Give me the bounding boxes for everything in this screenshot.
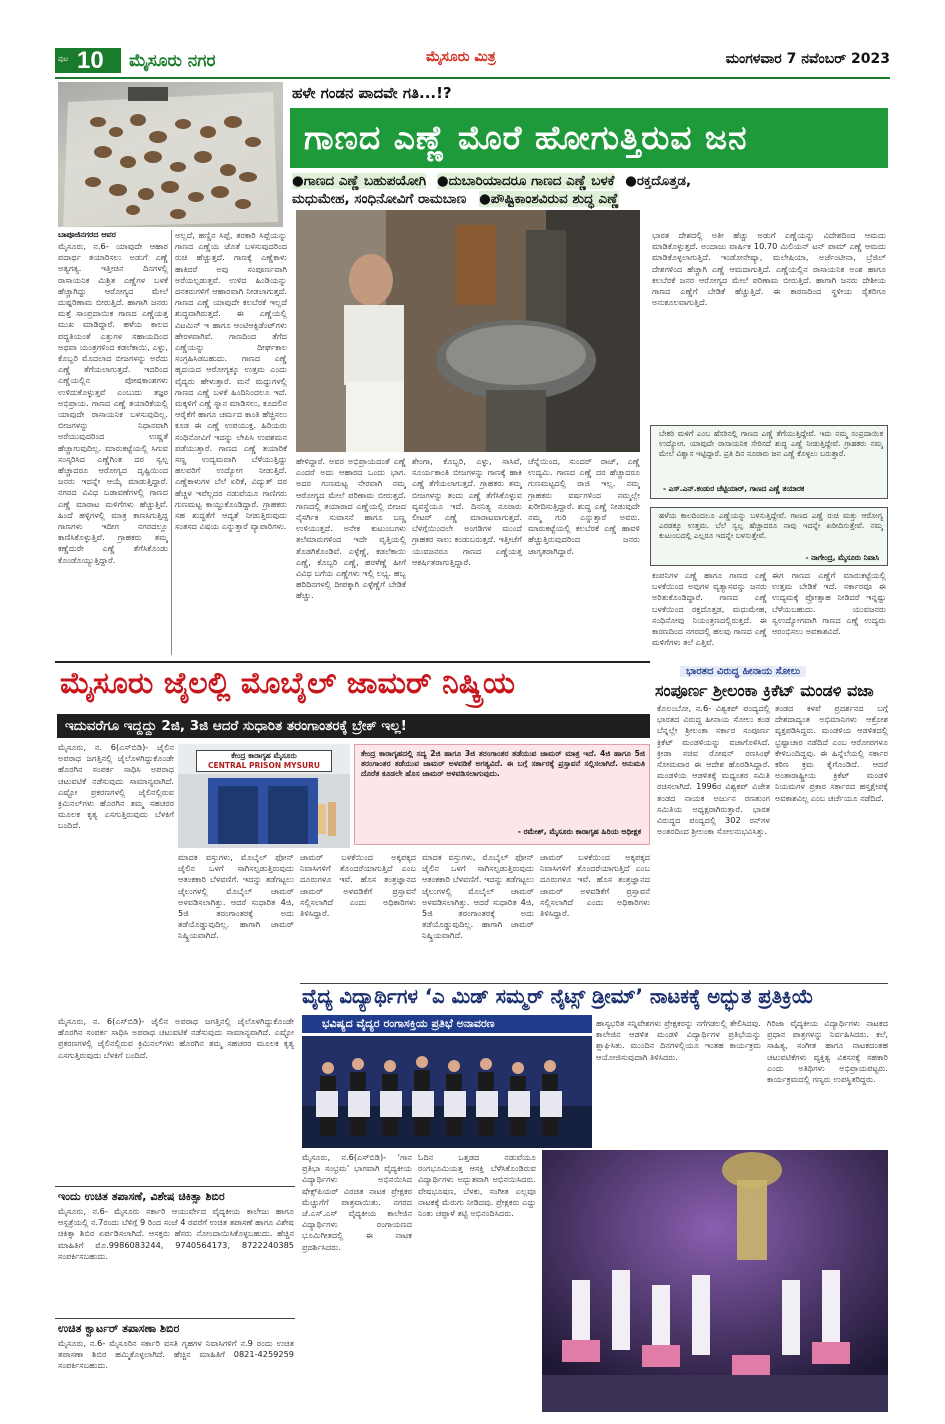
camp-rule-2 xyxy=(55,1318,295,1319)
health-camp-body: ಮೈಸೂರು, ನ.6- ಮೈಸೂರು ಸರ್ಕಾರಿ ಆಯುರ್ವೇದ ವೈದ್ಯಕೀಯ ಕಾಲೇಜು ಹಾಗೂ ಆಸ್ಪತ್ರೆಯಲ್ಲಿ ನ.7ರಂದು ಬೆಳಿಗ್ಗೆ 9 ರಿಂದ ಸಂಜೆ 4 ರವರೆಗೆ ಉಚಿತ ತಪಾಸಣೆ ಹಾಗೂ ವಿಶೇಷ ಚಿಕಿತ್ಸಾ ಶಿಬಿರ ಏರ್ಪಡಿಸಲಾಗಿದೆ. ಆಸಕ್ತರು ಹೆಸರು ನೋಂದಾಯಿಸಿಕೊಳ್ಳಬಹುದು. ಹೆಚ್ಚಿನ ಮಾಹಿತಿಗೆ ಮೊ.9986083244, 9740564173, 8722240385 ಸಂಪರ್ಕಿಸಬಹುದು. xyxy=(58,1206,294,1261)
drama-col-1: ಮೈಸೂರು, ನ.6(ಎಸ್‌ಬಿಡಿ)- ‘ಗಾನ ಪ್ರತಿಭಾ ಸಂಭ್ರಮ’ ಭಾಗವಾಗಿ ವೈದ್ಯಕೀಯ ವಿದ್ಯಾರ್ಥಿಗಳು ಅಭಿನಯಿಸಿದ ಷೇಕ್ಸ್‌ಪಿಯರ್ ವಿರಚಿತ ನಾಟಕ ಪ್ರೇಕ್ಷಕರ ಮೆಚ್ಚುಗೆಗೆ ಪಾತ್ರವಾಯಿತು. ನಗರದ ಜೆ.ಎಸ್.ಎಸ್ ವೈದ್ಯಕೀಯ ಕಾಲೇಜಿನ ವಿದ್ಯಾರ್ಥಿಗಳು ರಂಗಾಯಣದ ಭೂಮಿಗೀತದಲ್ಲಿ ಈ ನಾಟಕ ಪ್ರದರ್ಶಿಸಿದರು. xyxy=(302,1152,412,1252)
jail-col-1: ಮೈಸೂರು, ನ. 6(ಎಸ್‌ಬಿಡಿ)- ಜೈಲಿನ ಅಪರಾಧ ಜಗತ್ತಿನಲ್ಲಿ ಜೈಲೊಳಗಿದ್ದುಕೊಂಡೇ ಹೊರಗಿನ ಸಂಪರ್ಕ ಸಾಧಿಸಿ ಅಪರಾಧ ಚಟುವಟಿಕೆ ನಡೆಸುವುದು ಸಾಮಾನ್ಯವಾಗಿದೆ. ಎಷ್ಟೋ ಪ್ರಕರಣಗಳಲ್ಲಿ ಜೈಲಿನಲ್ಲಿರುವ ಕ್ರಿಮಿನಲ್‌ಗಳು ಹೊರಗಿನ ತಮ್ಮ ಸಹಚರರ ಮೂಲಕ ಕೃತ್ಯ ಎಸಗುತ್ತಿರುವುದು ಬೆಳಕಿಗೆ ಬಂದಿದೆ. xyxy=(58,742,174,831)
jail-col-6: ಮೈಸೂರು, ನ. 6(ಎಸ್‌ಬಿಡಿ)- ಜೈಲಿನ ಅಪರಾಧ ಜಗತ್ತಿನಲ್ಲಿ ಜೈಲೊಳಗಿದ್ದುಕೊಂಡೇ ಹೊರಗಿನ ಸಂಪರ್ಕ ಸಾಧಿಸಿ ಅಪರಾಧ ಚಟುವಟಿಕೆ ನಡೆಸುವುದು ಸಾಮಾನ್ಯವಾಗಿದೆ. ಎಷ್ಟೋ ಪ್ರಕರಣಗಳಲ್ಲಿ ಜೈಲಿನಲ್ಲಿರುವ ಕ್ರಿಮಿನಲ್‌ಗಳು ಹೊರಗಿನ ತಮ್ಮ ಸಹಚರರ ಮೂಲಕ ಕೃತ್ಯ ಎಸಗುತ್ತಿರುವುದು ಬೆಳಕಿಗೆ ಬಂದಿದೆ. xyxy=(58,1016,294,1060)
lead-col-3: ಹೇಳಿದ್ದಾರೆ. ಅವರ ಅಭಿಪ್ರಾಯದಂತೆ ಎಣ್ಣೆ ಎಂದರೆ ಅದು ಆಹಾರದ ಒಂದು ಭಾಗ. ಅದರ ಗುಣಮಟ್ಟ ನೇರವಾಗಿ ನಮ್ಮ ಆರೋಗ್ಯದ ಮೇಲೆ ಪರಿಣಾಮ ಬೀರುತ್ತದೆ. ಗಾಣದಲ್ಲಿ ತಯಾರಾದ ಎಣ್ಣೆಯಲ್ಲಿ ಬೀಜದ ನೈಸರ್ಗಿಕ ಸುವಾಸನೆ ಹಾಗೂ ಬಣ್ಣ ಉಳಿಯುತ್ತದೆ. ಅನೇಕ ಕುಟುಂಬಗಳು ತಲೆಮಾರುಗಳಿಂದ ಇದೇ ವೃತ್ತಿಯಲ್ಲಿ ತೊಡಗಿಕೊಂಡಿವೆ. ಎಳ್ಳೆಣ್ಣೆ, ಕಡಲೆಕಾಯಿ ಎಣ್ಣೆ, ಕೊಬ್ಬರಿ ಎಣ್ಣೆ, ಹರಳೆಣ್ಣೆ ಹೀಗೆ ವಿವಿಧ ಬಗೆಯ ಎಣ್ಣೆಗಳು ಇಲ್ಲಿ ಲಭ್ಯ. ಹಬ್ಬ ಹರಿದಿನಗಳಲ್ಲಿ ದೀಪಕ್ಕಾಗಿ ಎಳ್ಳೆಣ್ಣೆಗೆ ಬೇಡಿಕೆ ಹೆಚ್ಚು. xyxy=(296,456,406,601)
release-event-photo xyxy=(302,1036,592,1148)
page-number: 10 xyxy=(77,47,104,74)
jail-subhead-bar xyxy=(57,714,650,738)
lead-kicker: ಹಳೇ ಗಂಡನ ಪಾದವೇ ಗತಿ...!? xyxy=(292,84,452,102)
prison-sign-kannada: ಕೇಂದ್ರ ಕಾರಾಗೃಹ ಮೈಸೂರು xyxy=(231,751,297,760)
jail-info-box xyxy=(354,744,650,845)
quarters-camp-body: ಮೈಸೂರು, ನ.6- ಮೈಸೂರಿನ ಸರ್ಕಾರಿ ವಸತಿ ಗೃಹಗಳ ನಿವಾಸಿಗಳಿಗೆ ನ.9 ರಂದು ಉಚಿತ ತಪಾಸಣಾ ಶಿಬಿರ ಹಮ್ಮಿಕೊಳ್ಳಲಾಗಿದೆ. ಹೆಚ್ಚಿನ ಮಾಹಿತಿಗೆ 0821-4259259 ಸಂಪರ್ಕಿಸಬಹುದು. xyxy=(58,1338,294,1371)
section-rule xyxy=(55,661,650,663)
release-event-illustration xyxy=(302,1036,592,1148)
drama-col-3: ಹಾಸ್ಯಭರಿತ ಸನ್ನಿವೇಶಗಳು ಪ್ರೇಕ್ಷಕರನ್ನು ನಗೆಗಡಲಲ್ಲಿ ತೇಲಿಸಿದವು. ಕಾಲೇಜಿನ ಆಡಳಿತ ಮಂಡಳಿ ವಿದ್ಯಾರ್ಥಿಗಳ ಪ್ರತಿಭೆಯನ್ನು ಶ್ಲಾಘಿಸಿತು. ಮುಂದಿನ ದಿನಗಳಲ್ಲಿಯೂ ಇಂತಹ ಕಾರ್ಯಕ್ರಮ ಆಯೋಜಿಸುವುದಾಗಿ ತಿಳಿಸಿದರು. xyxy=(596,1018,761,1062)
drama-headline: ವೈದ್ಯ ವಿದ್ಯಾರ್ಥಿಗಳ ‘ಎ ಮಿಡ್ ಸಮ್ಮರ್ ನೈಟ್ಸ್ ಡ್ರೀಮ್’ ನಾಟಕಕ್ಕೆ ಅದ್ಭುತ ಪ್ರತಿಕ್ರಿಯೆ xyxy=(302,985,814,1008)
stage-performance-illustration xyxy=(542,1150,888,1412)
page-label: ಪುಟ xyxy=(58,55,69,63)
issue-date: ಮಂಗಳವಾರ 7 ನವೆಂಬರ್ 2023 xyxy=(725,51,890,67)
cricket-headline: ಸಂಪೂರ್ಣ ಶ್ರೀಲಂಕಾ ಕ್ರಿಕೆಟ್ ಮಂಡಳಿ ವಜಾ xyxy=(655,681,874,700)
lead-col-4: ಶೇಂಗಾ, ಕೊಬ್ಬರಿ, ಎಳ್ಳು, ಸಾಸಿವೆ, ಸೂರ್ಯಕಾಂತಿ ಬೀಜಗಳನ್ನು ಗಾಣಕ್ಕೆ ಹಾಕಿ ಎಣ್ಣೆ ತೆಗೆಯಲಾಗುತ್ತದೆ. ಗ್ರಾಹಕರು ತಮ್ಮ ಬೀಜಗಳನ್ನು ತಂದು ಎಣ್ಣೆ ತೆಗೆಸಿಕೊಳ್ಳುವ ವ್ಯವಸ್ಥೆಯೂ ಇದೆ. ದಿನನಿತ್ಯ ನೂರಾರು ಲೀಟರ್ ಎಣ್ಣೆ ಮಾರಾಟವಾಗುತ್ತದೆ. ಬೆಳಗ್ಗೆಯಿಂದಲೇ ಅಂಗಡಿಗಳ ಮುಂದೆ ಗ್ರಾಹಕರ ಸಾಲು ಕಂಡುಬರುತ್ತದೆ. ಇತ್ತೀಚೆಗೆ ಯುವಜನರೂ ಗಾಣದ ಎಣ್ಣೆಯತ್ತ ಆಕರ್ಷಿತರಾಗುತ್ತಿದ್ದಾರೆ. xyxy=(412,456,522,567)
header-rule xyxy=(55,77,890,79)
oil-mill-photo xyxy=(296,210,640,452)
lead-col-7: ಕಂಪನಿಗಳ ಎಣ್ಣೆ ಹಾಗೂ ಗಾಣದ ಎಣ್ಣೆ ಬಳಕೆಯಿಂದ ಅವುಗಳ ವ್ಯತ್ಯಾಸವನ್ನು ಜನರು ಅರಿತುಕೊಂಡಿದ್ದಾರೆ. ಗಾಣದ ಎಣ್ಣೆ ಬಳಕೆಯಿಂದ ರಕ್ತದೊತ್ತಡ, ಮಧುಮೇಹ, ಸಂಧಿನೋವು ನಿಯಂತ್ರಣದಲ್ಲಿರುತ್ತದೆ. ಈ ಕಾರಣದಿಂದ ನಗರದಲ್ಲಿ ಹಲವು ಗಾಣದ ಎಣ್ಣೆ ಮಳಿಗೆಗಳು ತಲೆ ಎತ್ತಿವೆ. xyxy=(652,570,767,648)
prison-sign xyxy=(196,750,332,772)
lead-col-2: ಅಲ್ಲದೆ, ಹಣ್ಣಿನ ಸಿಪ್ಪೆ, ತರಕಾರಿ ಸಿಪ್ಪೆಯನ್ನು ಗಾಣದ ಎಣ್ಣೆಯ ಜೊತೆ ಬಳಸುವುದರಿಂದ ರುಚಿ ಹೆಚ್ಚುತ್ತದೆ. ಗಾಣಕ್ಕೆ ಎಣ್ಣೆಕಾಳು ಹಾಕಿದರೆ ಅವು ಸಂಪೂರ್ಣವಾಗಿ ಅರೆಯಲ್ಪಡುತ್ತವೆ. ಉಳಿದ ಹಿಂಡಿಯನ್ನು ದನಕರುಗಳಿಗೆ ಆಹಾರವಾಗಿ ನೀಡಲಾಗುತ್ತದೆ. ಗಾಣದ ಎಣ್ಣೆ ಯಾವುದೇ ಕಲಬೆರಕೆ ಇಲ್ಲದೆ ಶುದ್ಧವಾಗಿರುತ್ತದೆ. ಈ ಎಣ್ಣೆಯಲ್ಲಿ ವಿಟಮಿನ್ ಇ ಹಾಗೂ ಆಂಟಿಆಕ್ಸಿಡೆಂಟ್‌ಗಳು ಹೇರಳವಾಗಿವೆ. ಗಾಣದಿಂದ ತೆಗೆದ ಎಣ್ಣೆಯನ್ನು ದೀರ್ಘಕಾಲ ಸಂಗ್ರಹಿಸಿಡಬಹುದು. ಗಾಣದ ಎಣ್ಣೆ ಹೃದಯದ ಆರೋಗ್ಯಕ್ಕೂ ಉತ್ತಮ ಎಂದು ವೈದ್ಯರು ಹೇಳುತ್ತಾರೆ. ಮನೆ ಮದ್ದುಗಳಲ್ಲಿ ಗಾಣದ ಎಣ್ಣೆ ಬಳಕೆ ಹಿಂದಿನಿಂದಲೂ ಇದೆ. ಮಕ್ಕಳಿಗೆ ಎಣ್ಣೆ ಸ್ನಾನ ಮಾಡಿಸಲು, ಕೂದಲಿನ ಆರೈಕೆಗೆ ಹಾಗೂ ಚರ್ಮದ ಕಾಂತಿ ಹೆಚ್ಚಿಸಲು ಕೂಡ ಈ ಎಣ್ಣೆ ಉಪಯುಕ್ತ. ಹಿರಿಯರು ಸಂಧಿನೋವಿಗೆ ಇದನ್ನು ಲೇಪಿಸಿ ಉಪಶಮನ ಪಡೆಯುತ್ತಾರೆ. ಗಾಣದ ಎಣ್ಣೆ ತಯಾರಿಕೆ ಸಣ್ಣ ಉದ್ಯಮವಾಗಿ ಬೆಳೆಯುತ್ತಿದ್ದು ಹಲವರಿಗೆ ಉದ್ಯೋಗ ನೀಡುತ್ತಿದೆ. ಎಣ್ಣೆಕಾಳುಗಳ ಬೆಲೆ ಏರಿಕೆ, ವಿದ್ಯುತ್ ದರ ಹೆಚ್ಚಳ ಇವೆಲ್ಲದರ ನಡುವೆಯೂ ಗಾಣಿಗರು ಗುಣಮಟ್ಟ ಕಾಯ್ದುಕೊಂಡಿದ್ದಾರೆ. ಗ್ರಾಹಕರು ಸಹ ಶುದ್ಧತೆಗೆ ಆದ್ಯತೆ ನೀಡುತ್ತಿರುವುದು ಸಂತಸದ ವಿಷಯ ಎನ್ನುತ್ತಾರೆ ವ್ಯಾಪಾರಿಗಳು. xyxy=(175,230,287,532)
drama-banner xyxy=(302,1015,592,1033)
bullet-4: ಮಧುಮೇಹ, ಸಂಧಿನೋವಿಗೆ ರಾಮಬಾಣ xyxy=(292,191,467,207)
camp-rule xyxy=(55,1186,295,1187)
lead-col-8: ಈಗ ಗಾಣದ ಎಣ್ಣೆಗೆ ಮಾರುಕಟ್ಟೆಯಲ್ಲಿ ಉತ್ತಮ ಬೇಡಿಕೆ ಇದೆ. ಸರ್ಕಾರವೂ ಈ ಉದ್ಯಮಕ್ಕೆ ಪ್ರೋತ್ಸಾಹ ನೀಡಿದರೆ ಇನ್ನಷ್ಟು ಬೆಳೆಯಬಹುದು. ಯುವಜನರು ಸ್ವಉದ್ಯೋಗವಾಗಿ ಗಾಣದ ಎಣ್ಣೆ ಉದ್ಯಮ ಆರಂಭಿಸಲು ಅವಕಾಶವಿದೆ. xyxy=(772,570,886,637)
lead-col-1: ಮೈಸೂರು, ನ.6- ಯಾವುದೇ ಆಹಾರ ಪದಾರ್ಥ ತಯಾರಿಸಲು ಅಡುಗೆ ಎಣ್ಣೆ ಅತ್ಯಗತ್ಯ. ಇತ್ತೀಚಿನ ದಿನಗಳಲ್ಲಿ ರಾಸಾಯನಿಕ ಮಿಶ್ರಿತ ಎಣ್ಣೆಗಳ ಬಳಕೆ ಹೆಚ್ಚಾಗಿದ್ದು ಆರೋಗ್ಯದ ಮೇಲೆ ದುಷ್ಪರಿಣಾಮ ಬೀರುತ್ತಿದೆ. ಹಾಗಾಗಿ ಜನರು ಮತ್ತೆ ಸಾಂಪ್ರದಾಯಿಕ ಗಾಣದ ಎಣ್ಣೆಯತ್ತ ಮುಖ ಮಾಡಿದ್ದಾರೆ. ಹಳೆಯ ಕಾಲದ ಪದ್ಧತಿಯಂತೆ ಎತ್ತುಗಳ ಸಹಾಯದಿಂದ ಅಥವಾ ಯಂತ್ರಗಳಿಂದ ಕಡಲೆಕಾಯಿ, ಎಳ್ಳು, ಕೊಬ್ಬರಿ ಮೊದಲಾದ ಬೀಜಗಳನ್ನು ಅರೆದು ಎಣ್ಣೆ ತೆಗೆಯಲಾಗುತ್ತದೆ. ಇದರಿಂದ ಎಣ್ಣೆಯಲ್ಲಿನ ಪೋಷಕಾಂಶಗಳು ಉಳಿದುಕೊಳ್ಳುತ್ತವೆ ಎಂಬುದು ತಜ್ಞರ ಅಭಿಪ್ರಾಯ. ಗಾಣದ ಎಣ್ಣೆ ತಯಾರಿಕೆಯಲ್ಲಿ ಯಾವುದೇ ರಾಸಾಯನಿಕ ಬಳಸುವುದಿಲ್ಲ. ಬೀಜಗಳನ್ನು ನಿಧಾನವಾಗಿ ಅರೆಯುವುದರಿಂದ ಉಷ್ಣತೆ ಹೆಚ್ಚಾಗುವುದಿಲ್ಲ. ಮಾರುಕಟ್ಟೆಯಲ್ಲಿ ಸಿಗುವ ಸಂಸ್ಕರಿಸಿದ ಎಣ್ಣೆಗಿಂತ ದರ ಸ್ವಲ್ಪ ಹೆಚ್ಚಾದರೂ ಆರೋಗ್ಯದ ದೃಷ್ಟಿಯಿಂದ ಜನರು ಇದನ್ನೇ ಆಯ್ಕೆ ಮಾಡುತ್ತಿದ್ದಾರೆ. ನಗರದ ವಿವಿಧ ಬಡಾವಣೆಗಳಲ್ಲಿ ಗಾಣದ ಎಣ್ಣೆ ಮಾರಾಟ ಮಳಿಗೆಗಳು ಹೆಚ್ಚುತ್ತಿವೆ. ಹಿಂದೆ ಹಳ್ಳಿಗಳಲ್ಲಿ ಮಾತ್ರ ಕಾಣಸಿಗುತ್ತಿದ್ದ ಗಾಣಗಳು ಇದೀಗ ನಗರದಲ್ಲೂ ಕಾಣಿಸಿಕೊಳ್ಳುತ್ತಿವೆ. ಗ್ರಾಹಕರು ತಮ್ಮ ಕಣ್ಣೆದುರೇ ಎಣ್ಣೆ ತೆಗೆಸಿಕೊಂಡು ಕೊಂಡೊಯ್ಯುತ್ತಿದ್ದಾರೆ. xyxy=(58,241,168,565)
jail-box-text: ಕೇಂದ್ರ ಕಾರಾಗೃಹದಲ್ಲಿ ಸದ್ಯ 2ಜಿ ಹಾಗೂ 3ಜಿ ತರಂಗಾಂತರ ತಡೆಯುವ ಜಾಮರ್ ಮಾತ್ರ ಇದೆ. 4ಜಿ ಹಾಗೂ 5ಜಿ ತರಂಗಾಂತರ ತಡೆಯುವ ಜಾಮರ್ ಅಳವಡಿಕೆ ಅಗತ್ಯವಿದೆ. ಈ ಬಗ್ಗೆ ಸರ್ಕಾರಕ್ಕೆ ಪ್ರಸ್ತಾವನೆ ಸಲ್ಲಿಸಲಾಗಿದೆ. ಅನುಮತಿ ದೊರೆತ ಕೂಡಲೇ ಹೊಸ ಜಾಮರ್ ಅಳವಡಿಸಲಾಗುವುದು. xyxy=(361,749,645,779)
lead-bullets xyxy=(292,172,888,212)
drama-col-4: ಗಿರಿಜಾ ವೈದ್ಯಕೀಯ ವಿದ್ಯಾರ್ಥಿಗಳು ನಾಟಕದ ಪ್ರಧಾನ ಪಾತ್ರಗಳನ್ನು ನಿರ್ವಹಿಸಿದರು. ಕಲೆ, ಸಾಹಿತ್ಯ, ಸಂಗೀತ ಹಾಗೂ ನಾಟಕದಂತಹ ಚಟುವಟಿಕೆಗಳು ವ್ಯಕ್ತಿತ್ವ ವಿಕಸನಕ್ಕೆ ಸಹಕಾರಿ ಎಂದು ಅತಿಥಿಗಳು ಅಭಿಪ್ರಾಯಪಟ್ಟರು. ಕಾರ್ಯಕ್ರಮದಲ್ಲಿ ಗಣ್ಯರು ಉಪಸ್ಥಿತರಿದ್ದರು. xyxy=(767,1018,888,1085)
drama-rule xyxy=(300,983,888,984)
quote-box-1 xyxy=(650,425,888,499)
jail-headline: ಮೈಸೂರು ಜೈಲಲ್ಲಿ ಮೊಬೈಲ್ ಜಾಮರ್ ನಿಷ್ಕ್ರಿಯ xyxy=(60,666,516,701)
prison-sign-english: CENTRAL PRISON MYSURU xyxy=(208,761,320,770)
bullet-3: ●ರಕ್ತದೊತ್ತಡ, xyxy=(625,173,692,189)
coconut-shells-photo xyxy=(58,82,283,227)
lead-headline: ಗಾಣದ ಎಣ್ಣೆ ಮೊರೆ ಹೋಗುತ್ತಿರುವ ಜನ xyxy=(304,118,748,157)
quote-2-text: ಹಳೆಯ ಕಾಲದಿಂದಲೂ ಎಣ್ಣೆಯನ್ನು ಬಳಸುತ್ತಿದ್ದೇವೆ. ಗಾಣದ ಎಣ್ಣೆ ರುಚಿ ಮತ್ತು ಆರೋಗ್ಯ ಎರಡಕ್ಕೂ ಉತ್ತಮ. ಬೆಲೆ ಸ್ವಲ್ಪ ಹೆಚ್ಚಾದರೂ ನಾವು ಇದನ್ನೇ ಖರೀದಿಸುತ್ತೇವೆ. ನಮ್ಮ ಕುಟುಂಬದಲ್ಲಿ ಎಲ್ಲರೂ ಇದನ್ನೇ ಬಳಸುತ್ತೇವೆ. xyxy=(659,511,883,541)
lead-headline-bar xyxy=(290,108,888,168)
cricket-col-1: ಕೊಲಂಬೋ, ನ.6- ವಿಶ್ವಕಪ್ ಪಂದ್ಯದಲ್ಲಿ ಭಾರತದ ವಿರುದ್ಧ ಹೀನಾಯ ಸೋಲು ಕಂಡ ಬೆನ್ನಲ್ಲೇ ಶ್ರೀಲಂಕಾ ಸರ್ಕಾರ ಸಂಪೂರ್ಣ ಕ್ರಿಕೆಟ್ ಮಂಡಳಿಯನ್ನು ವಜಾಗೊಳಿಸಿದೆ. ಕ್ರೀಡಾ ಸಚಿವ ರೋಷನ್ ರಣಸಿಂಘೆ ಸೋಮವಾರ ಈ ಆದೇಶ ಹೊರಡಿಸಿದ್ದಾರೆ. ಮಂಡಳಿಯ ಆಡಳಿತಕ್ಕೆ ಮಧ್ಯಂತರ ಸಮಿತಿ ರಚಿಸಲಾಗಿದೆ. 1996ರ ವಿಶ್ವಕಪ್ ವಿಜೇತ ತಂಡದ ನಾಯಕ ಅರ್ಜುನ ರಣತುಂಗ ಸಮಿತಿಯ ಅಧ್ಯಕ್ಷರಾಗಿರುತ್ತಾರೆ. ಭಾರತ ವಿರುದ್ಧದ ಪಂದ್ಯದಲ್ಲಿ 302 ರನ್‌ಗಳ ಅಂತರದಿಂದ ಶ್ರೀಲಂಕಾ ಸೋಲನುಭವಿಸಿತ್ತು. xyxy=(657,703,770,837)
drama-banner-text: ಭವಿಷ್ಯದ ವೈದ್ಯರ ರಂಗಾಸಕ್ತಿಯ ಪ್ರತಿಭೆ ಅನಾವರಣ xyxy=(322,1017,495,1030)
section-title: ಮೈಸೂರು ನಗರ xyxy=(129,51,216,71)
quote-2-author: - ನಾಗೇಂದ್ರ, ಮೈಸೂರು ನಿವಾಸಿ xyxy=(805,553,879,562)
quarters-camp-headline: ಉಚಿತ ಕ್ವಾರ್ಟರ್ ತಪಾಸಣಾ ಶಿಬಿರ xyxy=(58,1322,180,1335)
jail-col-3: ಜಾಮರ್ ಬಳಕೆಯಿಂದ ಅಕ್ಕಪಕ್ಕದ ನಿವಾಸಿಗಳಿಗೆ ತೊಂದರೆಯಾಗುತ್ತಿದೆ ಎಂಬ ದೂರುಗಳೂ ಇವೆ. ಹೊಸ ತಂತ್ರಜ್ಞಾನದ ಜಾಮರ್ ಅಳವಡಿಕೆಗೆ ಪ್ರಸ್ತಾವನೆ ಸಲ್ಲಿಸಲಾಗಿದೆ ಎಂದು ಅಧಿಕಾರಿಗಳು ತಿಳಿಸಿದ್ದಾರೆ. xyxy=(300,852,416,919)
jail-subhead: ಇದುವರೆಗೂ ಇದ್ದದ್ದು 2ಜಿ, 3ಜಿ ಆದರೆ ಸುಧಾರಿತ ತರಂಗಾಂತರಕ್ಕೆ ಬ್ರೇಕ್ ಇಲ್ಲ! xyxy=(65,718,407,734)
quote-1-text: ಬೇಕರಿ ಮಳಿಗೆ ಎಂಬ ಹೆಸರಿನಲ್ಲಿ ಗಾಣದ ಎಣ್ಣೆ ತೆಗೆಯುತ್ತಿದ್ದೇವೆ. ಇದು ನಮ್ಮ ಸಂಪ್ರದಾಯಿಕ ಉದ್ಯೋಗ. ಯಾವುದೇ ರಾಸಾಯನಿಕ ಸೇರಿಸದೆ ಶುದ್ಧ ಎಣ್ಣೆ ನೀಡುತ್ತಿದ್ದೇವೆ. ಗ್ರಾಹಕರು ನಮ್ಮ ಮೇಲೆ ವಿಶ್ವಾಸ ಇಟ್ಟಿದ್ದಾರೆ. ಪ್ರತಿ ದಿನ ನೂರಾರು ಜನ ಎಣ್ಣೆ ಕೊಳ್ಳಲು ಬರುತ್ತಾರೆ. xyxy=(659,429,883,459)
jail-col-4: ಮಾದಕ ವಸ್ತುಗಳು, ಮೊಬೈಲ್ ಫೋನ್ ಜೈಲಿನ ಒಳಗೆ ಸಾಗಿಸಲ್ಪಡುತ್ತಿರುವುದು ಆತಂಕಕಾರಿ ಬೆಳವಣಿಗೆ. ಇದನ್ನು ತಡೆಗಟ್ಟಲು ಜೈಲುಗಳಲ್ಲಿ ಮೊಬೈಲ್ ಜಾಮರ್ ಅಳವಡಿಸಲಾಗಿತ್ತು. ಆದರೆ ಸುಧಾರಿತ 4ಜಿ, 5ಜಿ ತರಂಗಾಂತರಕ್ಕೆ ಅದು ತಡೆಯೊಡ್ಡುವುದಿಲ್ಲ. ಹಾಗಾಗಿ ಜಾಮರ್ ನಿಷ್ಕ್ರಿಯವಾಗಿದೆ. xyxy=(422,852,534,941)
bullet-1: ●ಗಾಣದ ಎಣ್ಣೆ ಬಹುಪಯೋಗಿ xyxy=(292,173,427,189)
quote-box-2 xyxy=(650,507,888,566)
coconut-shells-illustration xyxy=(58,82,283,227)
cricket-kicker: ಭಾರತದ ವಿರುದ್ಧ ಹೀನಾಯ ಸೋಲು xyxy=(680,666,806,677)
stage-performance-photo xyxy=(542,1150,888,1412)
jail-box-author: - ರಮೇಶ್, ಮೈಸೂರು ಕಾರಾಗೃಹ ಹಿರಿಯ ಅಧೀಕ್ಷಕ xyxy=(517,827,641,836)
jail-col-5: ಜಾಮರ್ ಬಳಕೆಯಿಂದ ಅಕ್ಕಪಕ್ಕದ ನಿವಾಸಿಗಳಿಗೆ ತೊಂದರೆಯಾಗುತ್ತಿದೆ ಎಂಬ ದೂರುಗಳೂ ಇವೆ. ಹೊಸ ತಂತ್ರಜ್ಞಾನದ ಜಾಮರ್ ಅಳವಡಿಕೆಗೆ ಪ್ರಸ್ತಾವನೆ ಸಲ್ಲಿಸಲಾಗಿದೆ ಎಂದು ಅಧಿಕಾರಿಗಳು ತಿಳಿಸಿದ್ದಾರೆ. xyxy=(540,852,650,919)
lead-col-5: ಚೆನ್ನೆಯಿಂದ, ಸುಂದರ್ ರಾಜ್, ಎಣ್ಣೆ ಉದ್ಯಮಿ. ಗಾಣದ ಎಣ್ಣೆ ದರ ಹೆಚ್ಚಾದರೂ ಗುಣಮಟ್ಟದಲ್ಲಿ ರಾಜಿ ಇಲ್ಲ. ನಮ್ಮ ಗ್ರಾಹಕರು ವರ್ಷಗಳಿಂದ ನಮ್ಮಲ್ಲೇ ಖರೀದಿಸುತ್ತಿದ್ದಾರೆ. ಶುದ್ಧ ಎಣ್ಣೆ ನೀಡುವುದೇ ನಮ್ಮ ಗುರಿ ಎನ್ನುತ್ತಾರೆ ಅವರು. ಮಾರುಕಟ್ಟೆಯಲ್ಲಿ ಕಲಬೆರಕೆ ಎಣ್ಣೆ ಹಾವಳಿ ಹೆಚ್ಚುತ್ತಿರುವುದರಿಂದ ಜನರು ಜಾಗೃತರಾಗಿದ್ದಾರೆ. xyxy=(528,456,640,556)
lead-col-6: ಭಾರತ ದೇಶದಲ್ಲಿ ಅತೀ ಹೆಚ್ಚು ಅಡುಗೆ ಎಣ್ಣೆಯನ್ನು ವಿದೇಶದಿಂದ ಆಮದು ಮಾಡಿಕೊಳ್ಳುತ್ತದೆ. ಅಂದಾಜು ವಾರ್ಷಿಕ 10.70 ಮಿಲಿಯನ್ ಟನ್ ಪಾಮ್ ಎಣ್ಣೆ ಆಮದು ಮಾಡಿಕೊಳ್ಳಲಾಗುತ್ತಿದೆ. ಇಂಡೋನೇಷ್ಯಾ, ಮಲೇಷಿಯಾ, ಅರ್ಜೆಂಟೀನಾ, ಬ್ರೆಜಿಲ್ ದೇಶಗಳಿಂದ ಹೆಚ್ಚಾಗಿ ಎಣ್ಣೆ ಆಮದಾಗುತ್ತಿದೆ. ಎಣ್ಣೆಯಲ್ಲಿನ ರಾಸಾಯನಿಕ ಅಂಶ ಹಾಗೂ ಕಲಬೆರಕೆ ಜನರ ಆರೋಗ್ಯದ ಮೇಲೆ ಪರಿಣಾಮ ಬೀರುತ್ತಿದೆ. ಹಾಗಾಗಿ ಜನರು ದೇಶೀಯ ಗಾಣದ ಎಣ್ಣೆಗೆ ಬೇಡಿಕೆ ಹೆಚ್ಚುತ್ತಿದೆ. ಈ ಕಾರಣದಿಂದ ಸ್ಥಳೀಯ ರೈತರಿಗೂ ಅನುಕೂಲವಾಗುತ್ತಿದೆ. xyxy=(652,230,886,308)
drama-col-2: ಓದಿನ ಒತ್ತಡದ ನಡುವೆಯೂ ರಂಗಭೂಮಿಯತ್ತ ಆಸಕ್ತಿ ಬೆಳೆಸಿಕೊಂಡಿರುವ ವಿದ್ಯಾರ್ಥಿಗಳು ಅದ್ಭುತವಾಗಿ ಅಭಿನಯಿಸಿದರು. ವೇಷಭೂಷಣ, ಬೆಳಕು, ಸಂಗೀತ ಎಲ್ಲವೂ ನಾಟಕಕ್ಕೆ ಮೆರುಗು ನೀಡಿದವು. ಪ್ರೇಕ್ಷಕರು ಎದ್ದು ನಿಂತು ಚಪ್ಪಾಳೆ ತಟ್ಟಿ ಅಭಿನಂದಿಸಿದರು. xyxy=(418,1152,536,1219)
cricket-col-2: ತಂಡದ ಕಳಪೆ ಪ್ರದರ್ಶನದ ಬಗ್ಗೆ ದೇಶದಾದ್ಯಂತ ಅಭಿಮಾನಿಗಳು ಆಕ್ರೋಶ ವ್ಯಕ್ತಪಡಿಸಿದ್ದರು. ಮಂಡಳಿಯ ಆಡಳಿತದಲ್ಲಿ ಭ್ರಷ್ಟಾಚಾರ ನಡೆದಿದೆ ಎಂಬ ಆರೋಪಗಳೂ ಕೇಳಿಬಂದಿದ್ದವು. ಈ ಹಿನ್ನೆಲೆಯಲ್ಲಿ ಸರ್ಕಾರ ಕಠಿಣ ಕ್ರಮ ಕೈಗೊಂಡಿದೆ. ಆದರೆ ಅಂತಾರಾಷ್ಟ್ರೀಯ ಕ್ರಿಕೆಟ್ ಮಂಡಳಿ ನಿಯಮಗಳ ಪ್ರಕಾರ ಸರ್ಕಾರದ ಹಸ್ತಕ್ಷೇಪಕ್ಕೆ ಅವಕಾಶವಿಲ್ಲ ಎಂಬ ಚರ್ಚೆಯೂ ನಡೆದಿದೆ. xyxy=(775,703,888,803)
health-camp-headline: ಇಂದು ಉಚಿತ ತಪಾಸಣೆ, ವಿಶೇಷ ಚಿಕಿತ್ಸಾ ಶಿಬಿರ xyxy=(58,1190,225,1203)
bullet-2: ●ದುಬಾರಿಯಾದರೂ ಗಾಣದ ಎಣ್ಣೆ ಬಳಕೆ xyxy=(436,173,615,189)
col-divider xyxy=(171,230,172,655)
masthead: ಮೈಸೂರು ಮಿತ್ರ xyxy=(426,49,496,65)
bullet-5: ●ಪೌಷ್ಟಿಕಾಂಶವಿರುವ ಶುದ್ಧ ಎಣ್ಣೆ xyxy=(478,191,619,207)
quote-1-author: - ಎಸ್.ಎನ್.ಕಂಡುರ ಚೆಟ್ಟಿಯಾರ್, ಗಾಣದ ಎಣ್ಣೆ ತಯಾರಕ xyxy=(663,484,805,493)
page-header xyxy=(55,45,890,75)
byline: ಬಾಪೂಜಿನಗರದ ಆವರ xyxy=(58,230,116,239)
page-number-box xyxy=(55,48,121,73)
jail-col-2: ಮಾದಕ ವಸ್ತುಗಳು, ಮೊಬೈಲ್ ಫೋನ್ ಜೈಲಿನ ಒಳಗೆ ಸಾಗಿಸಲ್ಪಡುತ್ತಿರುವುದು ಆತಂಕಕಾರಿ ಬೆಳವಣಿಗೆ. ಇದನ್ನು ತಡೆಗಟ್ಟಲು ಜೈಲುಗಳಲ್ಲಿ ಮೊಬೈಲ್ ಜಾಮರ್ ಅಳವಡಿಸಲಾಗಿತ್ತು. ಆದರೆ ಸುಧಾರಿತ 4ಜಿ, 5ಜಿ ತರಂಗಾಂತರಕ್ಕೆ ಅದು ತಡೆಯೊಡ್ಡುವುದಿಲ್ಲ. ಹಾಗಾಗಿ ಜಾಮರ್ ನಿಷ್ಕ್ರಿಯವಾಗಿದೆ. xyxy=(178,852,294,941)
oil-mill-illustration xyxy=(296,210,640,452)
prison-gate-photo xyxy=(178,744,350,848)
